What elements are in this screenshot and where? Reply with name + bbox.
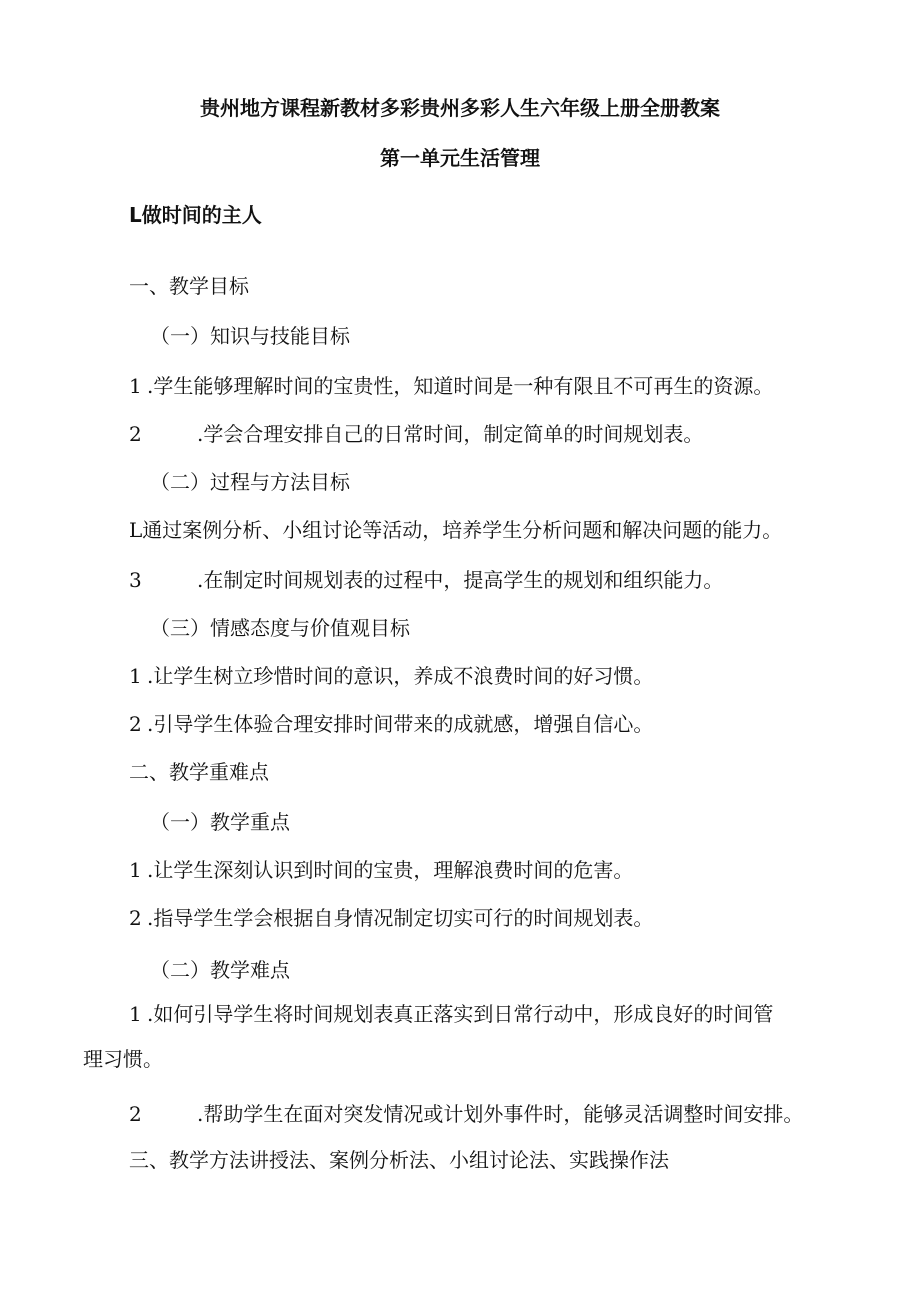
list-item bbox=[129, 710, 653, 738]
subsection-heading-attitude: （三）情感态度与价值观目标 bbox=[150, 616, 410, 640]
list-item bbox=[129, 904, 653, 932]
list-item-text: .学生能够理解时间的宝贵性，知道时间是一种有限且不可再生的资源。 bbox=[147, 374, 774, 398]
section-heading-methods: 三、教学方法讲授法、案例分析法、小组讨论法、实践操作法 bbox=[129, 1148, 669, 1172]
subsection-heading-process: （二）过程与方法目标 bbox=[150, 470, 350, 494]
subsection-heading-focus: （一）教学重点 bbox=[150, 810, 290, 834]
list-item-number: 1 bbox=[129, 1002, 142, 1026]
list-item bbox=[129, 1100, 803, 1128]
list-item-continuation: 理习惯。 bbox=[83, 1047, 163, 1071]
list-item-text: .让学生深刻认识到时间的宝贵，理解浪费时间的危害。 bbox=[147, 858, 634, 882]
list-item-number: 2 bbox=[129, 422, 142, 446]
section-heading-objectives: 一、教学目标 bbox=[129, 274, 249, 298]
lesson-heading: L做时间的主人 bbox=[129, 203, 262, 227]
list-item: L通过案例分析、小组讨论等活动，培养学生分析问题和解决问题的能力。 bbox=[129, 518, 783, 542]
list-item bbox=[129, 420, 703, 448]
subsection-heading-difficulty: （二）教学难点 bbox=[150, 958, 290, 982]
list-item-number: 2 bbox=[129, 906, 142, 930]
list-item-number: 1 bbox=[129, 858, 142, 882]
list-item-number: 1 bbox=[129, 374, 142, 398]
list-item-text: .帮助学生在面对突发情况或计划外事件时，能够灵活调整时间安排。 bbox=[197, 1102, 804, 1126]
unit-heading: 第一单元生活管理 bbox=[380, 146, 540, 170]
subsection-heading-knowledge: （一）知识与技能目标 bbox=[150, 324, 350, 348]
list-item-number: 1 bbox=[129, 664, 142, 688]
list-item-text: .让学生树立珍惜时间的意识，养成不浪费时间的好习惯。 bbox=[147, 664, 654, 688]
list-item bbox=[129, 856, 633, 884]
section-heading-key-points: 二、教学重难点 bbox=[129, 760, 269, 784]
list-item-number: 2 bbox=[129, 1102, 142, 1126]
list-item-text: .学会合理安排自己的日常时间，制定简单的时间规划表。 bbox=[197, 422, 704, 446]
list-item-text: .在制定时间规划表的过程中，提高学生的规划和组织能力。 bbox=[197, 568, 724, 592]
list-item bbox=[129, 566, 723, 594]
list-item-text: .如何引导学生将时间规划表真正落实到日常行动中，形成良好的时间管 bbox=[147, 1002, 774, 1026]
document-title: 贵州地方课程新教材多彩贵州多彩人生六年级上册全册教案 bbox=[200, 96, 720, 120]
list-item-number: 3 bbox=[129, 568, 142, 592]
list-item-text: .引导学生体验合理安排时间带来的成就感，增强自信心。 bbox=[147, 712, 654, 736]
list-item bbox=[129, 1000, 773, 1028]
list-item-number: 2 bbox=[129, 712, 142, 736]
list-item bbox=[129, 662, 653, 690]
list-item-text: .指导学生学会根据自身情况制定切实可行的时间规划表。 bbox=[147, 906, 654, 930]
list-item bbox=[129, 372, 773, 400]
